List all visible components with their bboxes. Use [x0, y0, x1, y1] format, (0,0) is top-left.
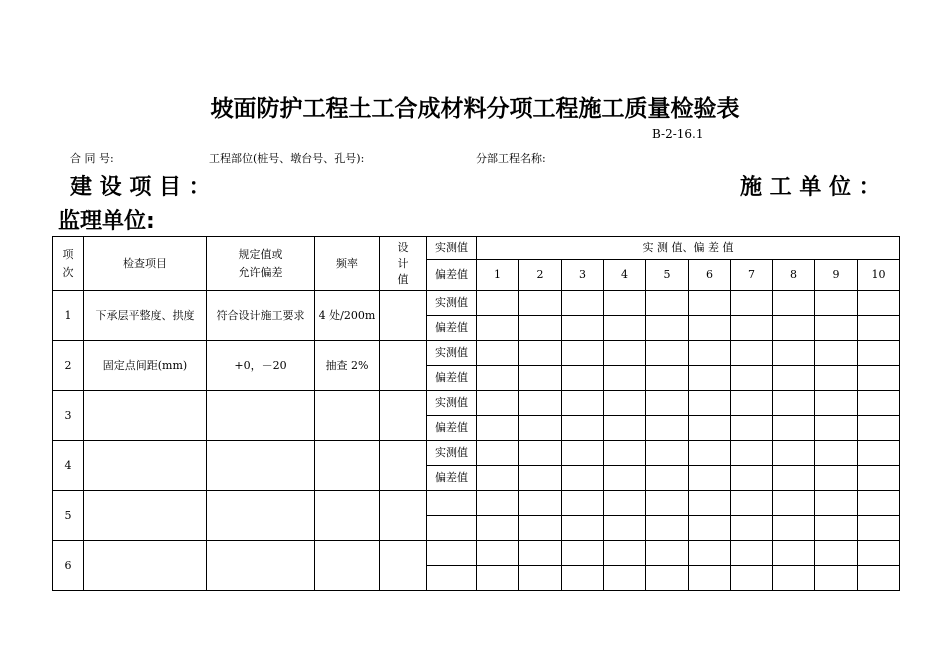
measured-value-cell[interactable]	[562, 391, 604, 416]
measured-value-cell[interactable]	[731, 341, 773, 366]
deviation-value-cell[interactable]	[773, 316, 815, 341]
deviation-value-cell[interactable]	[815, 416, 858, 441]
cell-spec: 符合设计施工要求	[207, 291, 315, 341]
measured-value-cell[interactable]	[815, 491, 858, 516]
measured-value-cell[interactable]	[689, 341, 731, 366]
measured-value-cell[interactable]	[858, 291, 900, 316]
measured-value-cell[interactable]	[731, 391, 773, 416]
measured-value-cell[interactable]	[815, 441, 858, 466]
cell-design-value	[380, 491, 427, 541]
deviation-value-cell[interactable]	[815, 466, 858, 491]
deviation-value-cell[interactable]	[562, 466, 604, 491]
deviation-value-cell[interactable]	[604, 366, 646, 391]
measured-value-cell[interactable]	[477, 441, 519, 466]
deviation-value-cell[interactable]	[815, 566, 858, 591]
deviation-value-cell[interactable]	[773, 566, 815, 591]
header-measured: 实测值	[427, 237, 477, 260]
deviation-value-cell[interactable]	[477, 416, 519, 441]
table-row	[53, 341, 900, 366]
deviation-value-cell[interactable]	[562, 316, 604, 341]
deviation-value-cell[interactable]	[731, 366, 773, 391]
measured-value-cell[interactable]	[604, 391, 646, 416]
deviation-value-cell[interactable]	[858, 516, 900, 541]
construction-project-label: 建 设 项 目 ：	[70, 175, 211, 200]
measured-value-cell[interactable]	[519, 441, 562, 466]
contractor-label: 施 工 单 位 ：	[740, 175, 881, 200]
measured-value-cell[interactable]	[858, 491, 900, 516]
location-label: 工程部位(桩号、墩台号、孔号):	[209, 152, 365, 165]
cell-check-item: 固定点间距(mm)	[84, 341, 207, 391]
cell-design-value	[380, 541, 427, 591]
measured-value-cell[interactable]	[604, 341, 646, 366]
cell-design-value	[380, 441, 427, 491]
measured-value-cell[interactable]	[858, 441, 900, 466]
row-label-measured	[427, 541, 477, 566]
measured-value-cell[interactable]	[773, 541, 815, 566]
measured-value-cell[interactable]	[731, 441, 773, 466]
row-label-measured: 实测值	[427, 391, 477, 416]
cell-frequency	[315, 441, 380, 491]
measured-value-cell[interactable]	[477, 341, 519, 366]
row-label-deviation: 偏差值	[427, 466, 477, 491]
deviation-value-cell[interactable]	[477, 566, 519, 591]
measured-value-cell[interactable]	[689, 441, 731, 466]
cell-item-no: 5	[53, 491, 84, 541]
measured-value-cell[interactable]	[519, 541, 562, 566]
column-number: 1	[477, 260, 519, 291]
table-row	[53, 391, 900, 416]
cell-spec: +0，－20	[207, 341, 315, 391]
measured-value-cell[interactable]	[815, 341, 858, 366]
table-row	[53, 541, 900, 566]
deviation-value-cell[interactable]	[858, 466, 900, 491]
row-label-measured: 实测值	[427, 441, 477, 466]
measured-value-cell[interactable]	[562, 541, 604, 566]
measured-value-cell[interactable]	[815, 391, 858, 416]
deviation-value-cell[interactable]	[815, 316, 858, 341]
deviation-value-cell[interactable]	[815, 366, 858, 391]
deviation-value-cell[interactable]	[731, 566, 773, 591]
deviation-value-cell[interactable]	[646, 366, 689, 391]
deviation-value-cell[interactable]	[604, 416, 646, 441]
deviation-value-cell[interactable]	[519, 466, 562, 491]
measured-value-cell[interactable]	[562, 291, 604, 316]
cell-frequency	[315, 391, 380, 441]
measured-value-cell[interactable]	[731, 541, 773, 566]
deviation-value-cell[interactable]	[562, 566, 604, 591]
deviation-value-cell[interactable]	[773, 366, 815, 391]
deviation-value-cell[interactable]	[477, 516, 519, 541]
column-number: 4	[604, 260, 646, 291]
deviation-value-cell[interactable]	[689, 366, 731, 391]
deviation-value-cell[interactable]	[689, 466, 731, 491]
deviation-value-cell[interactable]	[519, 316, 562, 341]
table-row	[53, 291, 900, 316]
deviation-value-cell[interactable]	[731, 516, 773, 541]
measured-value-cell[interactable]	[646, 391, 689, 416]
row-label-deviation: 偏差值	[427, 316, 477, 341]
row-label-measured	[427, 491, 477, 516]
header-check-item: 检查项目	[84, 237, 207, 291]
deviation-value-cell[interactable]	[477, 466, 519, 491]
header-frequency: 频率	[315, 237, 380, 291]
cell-frequency	[315, 541, 380, 591]
deviation-value-cell[interactable]	[689, 566, 731, 591]
deviation-value-cell[interactable]	[562, 416, 604, 441]
row-label-deviation	[427, 516, 477, 541]
row-label-deviation	[427, 566, 477, 591]
measured-value-cell[interactable]	[646, 291, 689, 316]
measured-value-cell[interactable]	[562, 491, 604, 516]
cell-design-value	[380, 391, 427, 441]
cell-check-item: 下承层平整度、拱度	[84, 291, 207, 341]
column-number: 5	[646, 260, 689, 291]
measured-value-cell[interactable]	[477, 391, 519, 416]
measured-value-cell[interactable]	[519, 491, 562, 516]
cell-design-value	[380, 291, 427, 341]
cell-frequency: 4 处/200m	[315, 291, 380, 341]
measured-value-cell[interactable]	[858, 541, 900, 566]
measured-value-cell[interactable]	[689, 491, 731, 516]
cell-check-item	[84, 391, 207, 441]
measured-value-cell[interactable]	[689, 541, 731, 566]
deviation-value-cell[interactable]	[477, 316, 519, 341]
measured-value-cell[interactable]	[604, 441, 646, 466]
measured-value-cell[interactable]	[519, 391, 562, 416]
measured-value-cell[interactable]	[773, 441, 815, 466]
deviation-value-cell[interactable]	[562, 366, 604, 391]
measured-value-cell[interactable]	[858, 341, 900, 366]
deviation-value-cell[interactable]	[731, 316, 773, 341]
measured-value-cell[interactable]	[646, 541, 689, 566]
deviation-value-cell[interactable]	[646, 516, 689, 541]
supervisor-label: 监理单位:	[58, 209, 155, 234]
cell-spec	[207, 491, 315, 541]
deviation-value-cell[interactable]	[689, 316, 731, 341]
deviation-value-cell[interactable]	[773, 516, 815, 541]
measured-value-cell[interactable]	[646, 441, 689, 466]
cell-spec	[207, 441, 315, 491]
measured-value-cell[interactable]	[731, 491, 773, 516]
cell-spec	[207, 541, 315, 591]
measured-value-cell[interactable]	[815, 291, 858, 316]
deviation-value-cell[interactable]	[731, 416, 773, 441]
deviation-value-cell[interactable]	[858, 366, 900, 391]
measured-value-cell[interactable]	[773, 291, 815, 316]
measured-value-cell[interactable]	[604, 541, 646, 566]
column-number: 7	[731, 260, 773, 291]
deviation-value-cell[interactable]	[477, 366, 519, 391]
cell-check-item	[84, 491, 207, 541]
row-label-measured: 实测值	[427, 291, 477, 316]
cell-spec	[207, 391, 315, 441]
cell-item-no: 4	[53, 441, 84, 491]
measured-value-cell[interactable]	[477, 291, 519, 316]
cell-item-no: 6	[53, 541, 84, 591]
measured-value-cell[interactable]	[731, 291, 773, 316]
deviation-value-cell[interactable]	[773, 416, 815, 441]
form-code: B-2-16.1	[652, 127, 704, 141]
cell-item-no: 1	[53, 291, 84, 341]
deviation-value-cell[interactable]	[773, 466, 815, 491]
deviation-value-cell[interactable]	[858, 416, 900, 441]
deviation-value-cell[interactable]	[646, 316, 689, 341]
deviation-value-cell[interactable]	[562, 516, 604, 541]
cell-item-no: 3	[53, 391, 84, 441]
measured-value-cell[interactable]	[815, 541, 858, 566]
deviation-value-cell[interactable]	[604, 516, 646, 541]
header-item-no: 项次	[53, 237, 84, 291]
measured-value-cell[interactable]	[519, 341, 562, 366]
row-label-deviation: 偏差值	[427, 366, 477, 391]
measured-value-cell[interactable]	[858, 391, 900, 416]
column-number: 6	[689, 260, 731, 291]
deviation-value-cell[interactable]	[646, 466, 689, 491]
deviation-value-cell[interactable]	[519, 416, 562, 441]
measured-value-cell[interactable]	[773, 491, 815, 516]
deviation-value-cell[interactable]	[858, 566, 900, 591]
cell-frequency	[315, 491, 380, 541]
cell-check-item	[84, 441, 207, 491]
cell-frequency: 抽查 2%	[315, 341, 380, 391]
row-label-measured: 实测值	[427, 341, 477, 366]
cell-check-item	[84, 541, 207, 591]
column-number: 8	[773, 260, 815, 291]
table-row	[53, 441, 900, 466]
column-number: 9	[815, 260, 858, 291]
measured-value-cell[interactable]	[646, 491, 689, 516]
measured-value-cell[interactable]	[477, 491, 519, 516]
measured-value-cell[interactable]	[646, 341, 689, 366]
deviation-value-cell[interactable]	[519, 566, 562, 591]
measured-value-cell[interactable]	[773, 341, 815, 366]
measured-value-cell[interactable]	[477, 541, 519, 566]
table-row	[53, 491, 900, 516]
deviation-value-cell[interactable]	[689, 516, 731, 541]
column-number: 3	[562, 260, 604, 291]
measured-value-cell[interactable]	[562, 441, 604, 466]
measured-value-cell[interactable]	[519, 291, 562, 316]
column-number: 10	[858, 260, 900, 291]
measured-value-cell[interactable]	[604, 491, 646, 516]
row-label-deviation: 偏差值	[427, 416, 477, 441]
header-deviation: 偏差值	[427, 260, 477, 291]
deviation-value-cell[interactable]	[646, 566, 689, 591]
deviation-value-cell[interactable]	[815, 516, 858, 541]
inspection-table	[52, 236, 900, 591]
contract-no-label: 合 同 号:	[70, 152, 114, 165]
deviation-value-cell[interactable]	[604, 316, 646, 341]
cell-item-no: 2	[53, 341, 84, 391]
deviation-value-cell[interactable]	[519, 366, 562, 391]
header-design: 设计值	[380, 237, 427, 291]
measured-value-cell[interactable]	[773, 391, 815, 416]
header-spec: 规定值或允许偏差	[207, 237, 315, 291]
deviation-value-cell[interactable]	[858, 316, 900, 341]
deviation-value-cell[interactable]	[689, 416, 731, 441]
measured-value-cell[interactable]	[604, 291, 646, 316]
header-measured-group: 实 测 值、偏 差 值	[477, 237, 900, 260]
deviation-value-cell[interactable]	[646, 416, 689, 441]
measured-value-cell[interactable]	[689, 391, 731, 416]
deviation-value-cell[interactable]	[519, 516, 562, 541]
measured-value-cell[interactable]	[689, 291, 731, 316]
form-title: 坡面防护工程土工合成材料分项工程施工质量检验表	[210, 96, 740, 122]
measured-value-cell[interactable]	[562, 341, 604, 366]
deviation-value-cell[interactable]	[604, 566, 646, 591]
division-label: 分部工程名称:	[476, 152, 546, 165]
deviation-value-cell[interactable]	[604, 466, 646, 491]
cell-design-value	[380, 341, 427, 391]
column-number: 2	[519, 260, 562, 291]
deviation-value-cell[interactable]	[731, 466, 773, 491]
